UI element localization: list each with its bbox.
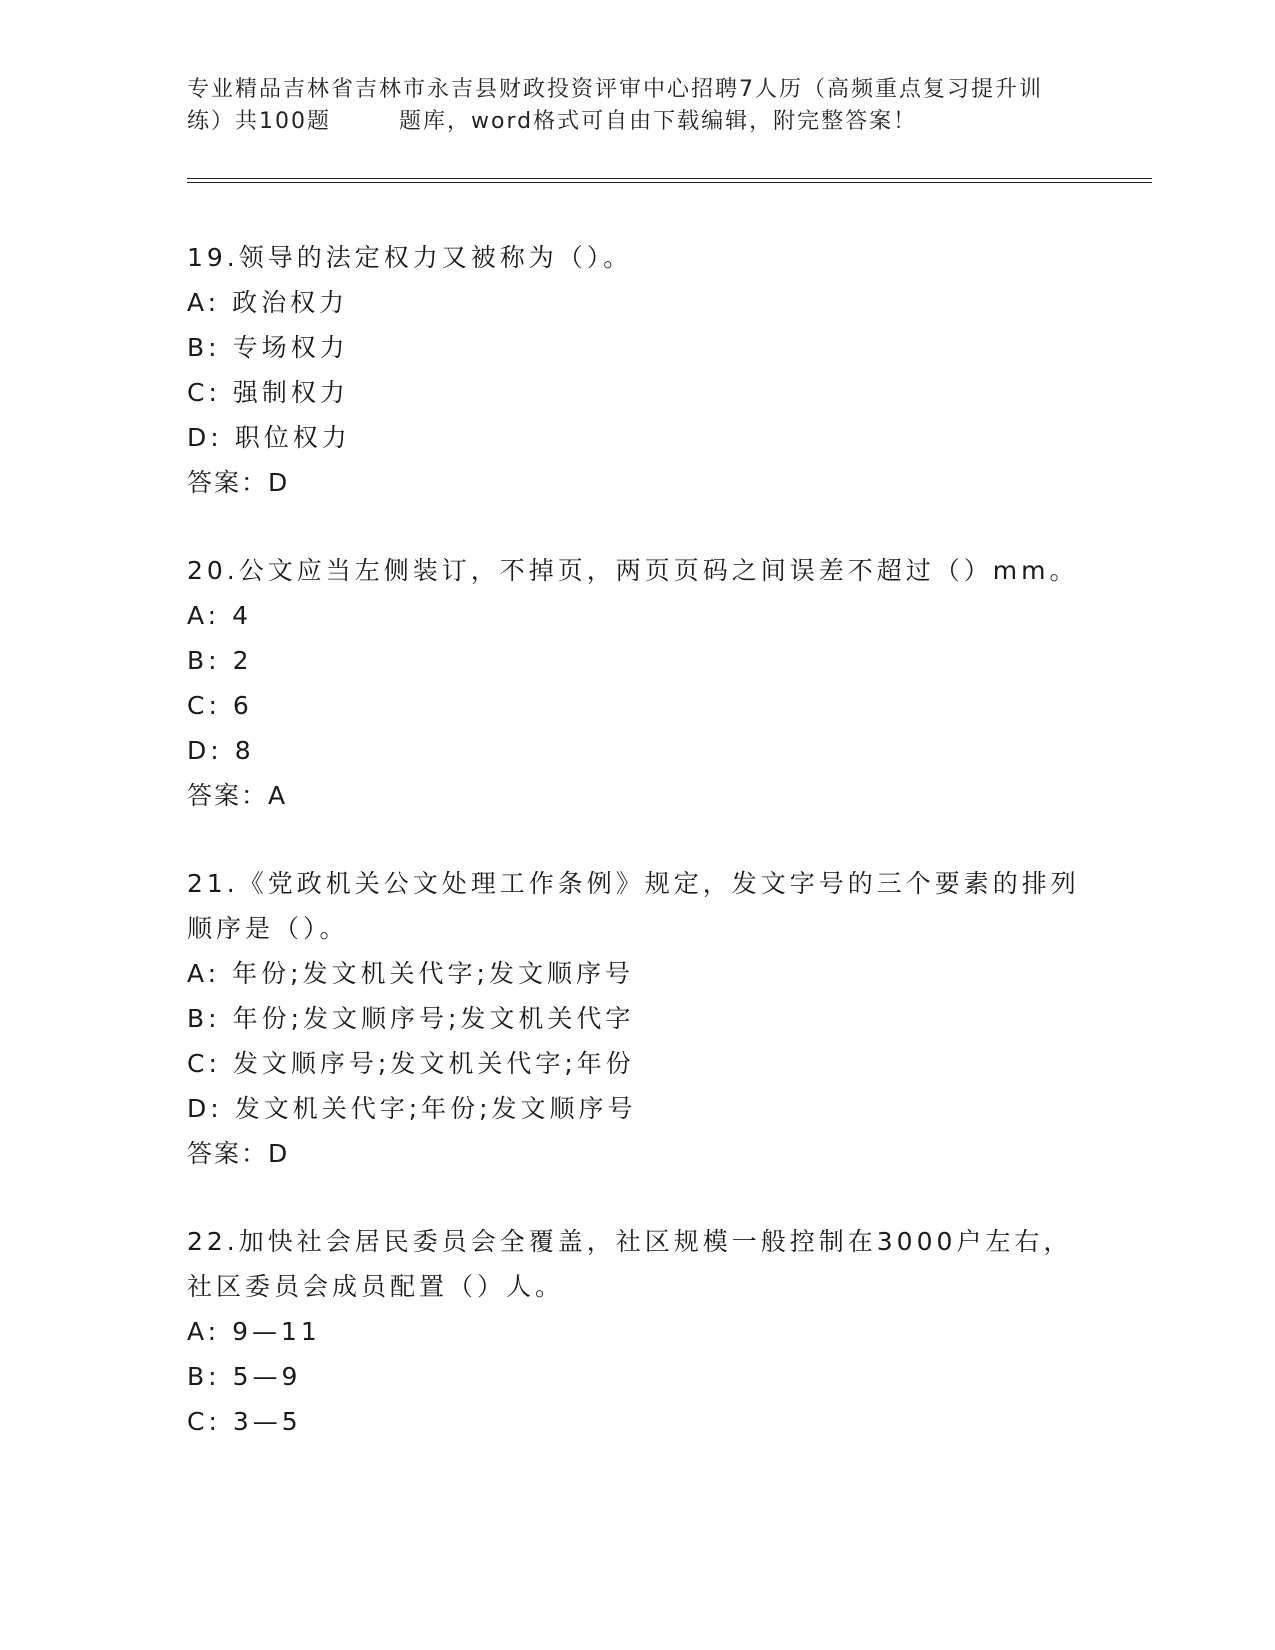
header-line-2-part-1: 练）共100题: [187, 109, 331, 134]
option-text: 年份;发文顺序号;发文机关代字: [232, 1004, 635, 1033]
option-c: [187, 683, 1107, 728]
option-text: 9—11: [232, 1317, 321, 1346]
question-text: 20.公文应当左侧装订，不掉页，两页页码之间误差不超过（）mm。: [187, 556, 1079, 585]
option-a: [187, 593, 1107, 638]
option-text: 发文顺序号;发文机关代字;年份: [232, 1049, 635, 1078]
option-text: 政治权力: [232, 288, 349, 317]
option-text: 专场权力: [232, 333, 349, 362]
option-d: [187, 1086, 1107, 1131]
option-key: A:: [187, 959, 221, 988]
option-b: [187, 996, 1107, 1041]
option-key: B:: [187, 1362, 221, 1391]
question-text: 21.《党政机关公文处理工作条例》规定，发文字号的三个要素的排列 顺序是（）。: [187, 869, 1080, 943]
option-c: [187, 1041, 1107, 1086]
option-text: 6: [232, 691, 253, 720]
option-key: A:: [187, 1317, 221, 1346]
option-key: D:: [187, 1094, 223, 1123]
answer-line: 答案：D: [187, 468, 290, 497]
option-key: A:: [187, 601, 221, 630]
question-list: [187, 235, 1107, 1487]
header-line-2-part-2: 题库，word格式可自由下载编辑，附完整答案！: [399, 109, 918, 134]
question-22: [187, 1219, 1107, 1444]
option-c: [187, 1399, 1107, 1444]
header-rule-bottom: [187, 182, 1152, 183]
option-text: 5—9: [232, 1362, 302, 1391]
header-line-1: 专业精品吉林省吉林市永吉县财政投资评审中心招聘7人历（高频重点复习提升训: [187, 77, 1043, 102]
option-text: 2: [232, 646, 253, 675]
option-key: B:: [187, 646, 221, 675]
option-a: [187, 951, 1107, 996]
option-key: B:: [187, 333, 221, 362]
answer-line: 答案：A: [187, 781, 288, 810]
option-text: 8: [234, 736, 255, 765]
question-21: [187, 861, 1107, 1176]
question-text: 19.领导的法定权力又被称为（）。: [187, 243, 633, 272]
option-d: [187, 728, 1107, 773]
option-key: C:: [187, 691, 221, 720]
option-text: 强制权力: [232, 378, 349, 407]
option-text: 年份;发文机关代字;发文顺序号: [232, 959, 634, 988]
option-a: [187, 280, 1107, 325]
option-text: 发文机关代字;年份;发文顺序号: [234, 1094, 637, 1123]
option-key: D:: [187, 736, 223, 765]
option-text: 职位权力: [234, 423, 351, 452]
option-text: 3—5: [232, 1407, 302, 1436]
option-key: B:: [187, 1004, 221, 1033]
option-c: [187, 370, 1107, 415]
option-key: A:: [187, 288, 221, 317]
option-b: [187, 325, 1107, 370]
question-19: [187, 235, 1107, 505]
option-text: 4: [232, 601, 252, 630]
header-line-2: [187, 106, 1087, 138]
option-key: C:: [187, 378, 221, 407]
option-key: C:: [187, 1049, 221, 1078]
option-b: [187, 638, 1107, 683]
document-header: [187, 74, 1087, 138]
answer-line: 答案：D: [187, 1139, 290, 1168]
option-b: [187, 1354, 1107, 1399]
question-text: 22.加快社会居民委员会全覆盖，社区规模一般控制在3000户左右， 社区委员会成员配置（）人。: [187, 1227, 1073, 1301]
option-d: [187, 415, 1107, 460]
option-key: C:: [187, 1407, 221, 1436]
option-key: D:: [187, 423, 223, 452]
question-20: [187, 548, 1107, 818]
option-a: [187, 1309, 1107, 1354]
header-rule-top: [187, 178, 1152, 179]
